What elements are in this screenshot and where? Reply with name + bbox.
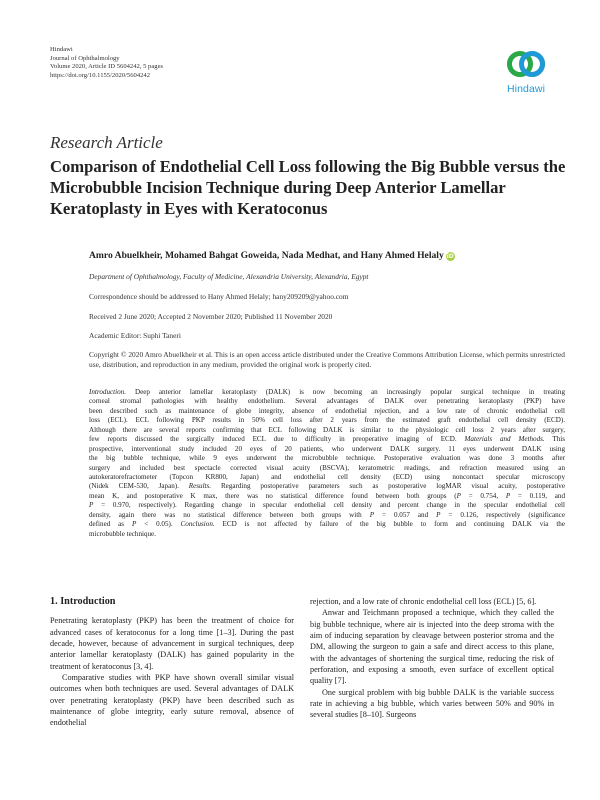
abstract-line: mean K, and postoperative K max, there was no statistical difference found between both groups (P = 0.754, P = 0.119, and [89, 491, 565, 500]
journal-name: Journal of Ophthalmology [50, 54, 120, 62]
copyright-notice: Copyright © 2020 Amro Abuelkheir et al. This is an open access article distributed under the Creative Commons Attribution License, which permits unrestricted use, distribution, and reproduction in any medium, provided the original work is properly cited. [89, 350, 565, 369]
abstract-line: autokeratorefractometer (Topcon KR800, Japan) and endothelial cell density (ECD) using noncontact specular microscopy [89, 472, 565, 481]
article-type: Research Article [50, 133, 163, 152]
volume-line: Volume 2020, Article ID 5604242, 5 pages [50, 63, 164, 71]
academic-editor: Academic Editor: Suphi Taneri [89, 331, 181, 340]
abstract-line: prospective, interventional study included 20 eyes of 20 patients, who underwent DALK surgery. 11 eyes underwent DALK using [89, 444, 565, 453]
body-paragraph: rejection, and a low rate of chronic endothelial cell loss (ECL) [5, 6]. [310, 597, 537, 606]
abstract-line: microbubble technique. [89, 529, 156, 538]
affiliation: Department of Ophthalmology, Faculty of Medicine, Alexandria University, Alexandria, Egypt [89, 272, 369, 281]
body-paragraph: One surgical problem with big bubble DALK is the variable success rate in achieving a big bubble, which varies between 50% and 90% in several studies [8–10]. Surgeons [310, 687, 554, 720]
abstract-line: Although there are several reports confirming that ECL following DALK is similar to the physiologic cell loss 2 years after surgery, [89, 425, 565, 434]
abstract-line: been described such as maintenance of globe integrity, absence of endothelial rejection, and a low rate of chronic endothelial cell [89, 406, 565, 415]
doi-link[interactable]: https://doi.org/10.1155/2020/5604242 [50, 71, 151, 79]
body-paragraph: Anwar and Teichmann proposed a technique, which they called the big bubble technique, where air is injected into the deep stroma with the aim of inducing separation by cleavage between posterior stroma and the DM, allowing the surgeon to gain a safe and direct access to this plane, with the advantages of shortening the surgical time, reducing the risk of perforation, and exposing a smooth, even surface of excellent optical quality [7]. [310, 608, 554, 686]
abstract-line: density, again there was no statistical difference between both groups with P = 0.057 and P = 0.126, respectively (significance [89, 510, 565, 519]
abstract-line: loss (ECL). ECL following PKP results in 50% cell loss after 2 years from the estimated graft endothelial cell density (ECD). [89, 416, 565, 425]
right-column [310, 596, 554, 721]
abstract-line: P = 0.970, respectively). Regarding change in specular endothelial cell density and percent change in the specular endothelial cell [89, 501, 565, 510]
publisher-name: Hindawi [50, 46, 73, 53]
left-column [50, 596, 294, 729]
abstract-line: defined as P < 0.05). Conclusion. ECD is not affected by failure of the big bubble to form and continuing DALK via the [89, 520, 565, 529]
journal-info [50, 46, 163, 80]
abstract-line: the big bubble technique, while 9 eyes underwent the microbubble technique. Postoperative evaluation was done 3 months after [89, 454, 565, 463]
body-paragraph: Penetrating keratoplasty (PKP) has been the treatment of choice for advanced cases of keratoconus for a long time [1–3]. During the past decade, however, because of advancement in surgical techniques, deep anterior lamellar keratoplasty (DALK) has gained popularity in the treatment of keratoconus [3, 4]. [50, 616, 294, 671]
abstract-line: few reports discussed the surgically induced ECL due to difficulty in preoperative imaging of ECD. Materials and Methods. This [89, 435, 565, 444]
abstract [89, 388, 565, 539]
correspondence: Correspondence should be addressed to Hany Ahmed Helaly; hany209209@yahoo.com [89, 292, 349, 301]
body-paragraph: Comparative studies with PKP have shown overall similar visual outcomes when both techniques are used. Several advantages of DALK over penetrating keratoplasty (PKP) have been described such as maintenance of globe integrity, early suture removal, absence of endothelial [50, 673, 294, 728]
article-title: Comparison of Endothelial Cell Loss following the Big Bubble versus the Microbubble Incision Technique during Deep Anterior Lamellar Keratoplasty in Eyes with Keratoconus [50, 157, 566, 218]
abstract-line: Introduction. Deep anterior lamellar keratoplasty (DALK) is now becoming an increasingly popular surgical technique in treating [89, 388, 565, 396]
orcid-icon[interactable]: iD [446, 253, 454, 260]
section-heading-introduction: 1. Introduction [50, 596, 116, 607]
author-list [89, 250, 455, 261]
abstract-line: surgery and included best spectacle corrected visual acuity (BSCVA), keratometric readings, and refraction measured using an [89, 463, 565, 472]
authors-text: Amro Abuelkheir, Mohamed Bahgat Goweida, Nada Medhat, and Hany Ahmed Helaly [89, 250, 444, 261]
logo-text: Hindawi [506, 83, 546, 95]
hindawi-logo[interactable] [494, 46, 558, 95]
hindawi-logo-icon [504, 46, 548, 82]
publication-dates: Received 2 June 2020; Accepted 2 November 2020; Published 11 November 2020 [89, 312, 333, 321]
abstract-line: (Nidek CEM-530, Japan). Results. Regarding postoperative parameters such as postoperative logMAR visual acuity, postoperative [89, 482, 565, 491]
abstract-line: corneal stromal pathologies with healthy endothelium. Several advantages of DALK over penetrating keratoplasty (PKP) have [89, 397, 565, 406]
